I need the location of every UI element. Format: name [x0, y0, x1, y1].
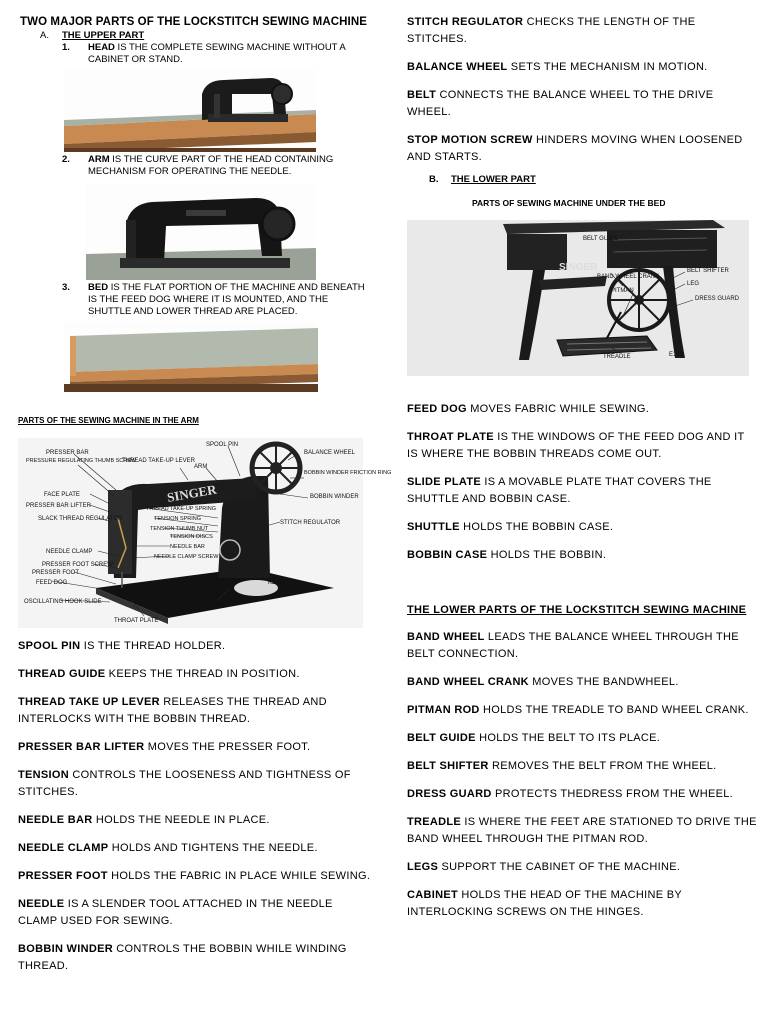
def-text: HOLDS THE FABRIC IN PLACE WHILE SEWING. [107, 870, 371, 882]
def-text: REMOVES THE BELT FROM THE WHEEL. [488, 760, 717, 772]
def-dress-guard [407, 786, 757, 803]
def-term: TREADLE [407, 816, 462, 828]
def-text: IS A SLENDER TOOL ATTACHED IN THE NEEDLE [64, 898, 333, 910]
lower-parts-heading: THE LOWER PARTS OF THE LOCKSTITCH SEWING MACHINE [407, 604, 747, 616]
def-term: BALANCE WHEEL [407, 61, 508, 73]
def-text: HINDERS MOVING WHEN LOOSENED [532, 134, 743, 146]
def-cabinet [407, 887, 757, 921]
def-text: BELT CONNECTION. [407, 648, 519, 660]
def-term: SPOOL PIN [18, 640, 81, 652]
def-text: HOLDS THE BELT TO ITS PLACE. [475, 732, 661, 744]
def-text: PROTECTS THEDRESS FROM THE WHEEL. [491, 788, 734, 800]
label-arm: ARM [194, 464, 208, 470]
label-face-plate: FACE PLATE [44, 492, 80, 498]
def-shuttle [407, 519, 757, 536]
def-term: SLIDE PLATE [407, 476, 481, 488]
label-needle-bar: NEEDLE BAR [170, 544, 205, 550]
section-b-heading: THE LOWER PART [451, 174, 536, 185]
label-slack-thread-regulator: SLACK THREAD REGULATOR [38, 516, 123, 522]
label-oscillating-hook-slide: OSCILLATING HOOK SLIDE [24, 599, 102, 605]
def-pitman-rod [407, 702, 757, 719]
def-term: CABINET [407, 889, 458, 901]
def-text: MOVES THE PRESSER FOOT. [144, 741, 311, 753]
label-belt-shifter: BELT SHIFTER [687, 268, 729, 274]
def-text: AND STARTS. [407, 151, 483, 163]
item-3-rest2: IS THE FEED DOG WHERE IT IS MOUNTED, AND THE [88, 294, 329, 305]
item-2-term: ARM [88, 154, 110, 165]
def-term: THROAT PLATE [407, 431, 494, 443]
def-text: HOLDS AND TIGHTENS THE NEEDLE. [108, 842, 318, 854]
section-a-heading: THE UPPER PART [62, 30, 145, 41]
def-text: INTERLOCKS WITH THE BOBBIN THREAD. [18, 713, 251, 725]
item-1-rest2: CABINET OR STAND. [88, 54, 183, 65]
label-stitch-regulator: STITCH REGULATOR [280, 520, 341, 526]
label-dress-guard: DRESS GUARD [695, 296, 740, 302]
def-term: SHUTTLE [407, 521, 460, 533]
page-title: TWO MAJOR PARTS OF THE LOCKSTITCH SEWING MACHINE [20, 16, 368, 28]
right-top-definitions [407, 14, 757, 177]
def-term: PRESSER BAR LIFTER [18, 741, 145, 753]
def-term: PITMAN ROD [407, 704, 480, 716]
def-text: HOLDS THE NEEDLE IN PLACE. [92, 814, 270, 826]
def-belt [407, 87, 757, 121]
def-text: CONTROLS THE BOBBIN WHILE WINDING [112, 943, 347, 955]
label-tension-spring: TENSION SPRING [154, 516, 202, 522]
def-presser-bar-lifter [18, 739, 378, 756]
label-pitman: PITMAN [611, 288, 634, 294]
def-text: INTERLOCKING SCREWS ON THE HINGES. [407, 906, 644, 918]
def-text: STITCHES. [18, 786, 79, 798]
arm-diagram-heading: PARTS OF THE SEWING MACHINE IN THE ARM [18, 416, 199, 425]
item-3-text [88, 282, 388, 318]
def-stop-motion-screw [407, 132, 757, 166]
def-text: SHUTTLE AND BOBBIN CASE. [407, 493, 571, 505]
label-needle-clamp: NEEDLE CLAMP [46, 549, 93, 555]
label-tension-thumb-nut: TENSION THUMB NUT [150, 526, 209, 532]
label-spool-pin: SPOOL PIN [206, 442, 239, 448]
item-1-text [88, 42, 388, 66]
arm-photo [86, 184, 316, 280]
def-text: CHECKS THE LENGTH OF THE STITCHES. [407, 16, 696, 45]
left-definitions [18, 638, 378, 986]
def-throat-plate [407, 429, 757, 463]
def-needle [18, 896, 378, 930]
def-text: LEADS THE BALANCE WHEEL THROUGH THE [484, 631, 739, 643]
def-text: WHEEL. [407, 106, 451, 118]
right-bottom-definitions [407, 629, 757, 932]
label-belt-guide: BELT GUIDE [583, 236, 619, 242]
label-balance-wheel: BALANCE WHEEL [304, 450, 356, 456]
label-throat-plate: THROAT PLATE [114, 618, 159, 624]
label-thread-take-up-spring: THREAD TAKE-UP SPRING [146, 506, 216, 512]
def-text: MOVES THE BANDWHEEL. [528, 676, 679, 688]
item-3-rest3: SHUTTLE AND LOWER THREAD ARE PLACED. [88, 306, 298, 317]
right-mid-definitions [407, 401, 757, 575]
label-band-wheel-crank: BAND WHEEL CRANK [597, 274, 660, 280]
def-term: FEED DOG [407, 403, 467, 415]
def-band-wheel-crank [407, 674, 757, 691]
def-text: HOLDS THE TREADLE TO BAND WHEEL CRANK. [479, 704, 749, 716]
item-3-rest1: IS THE FLAT PORTION OF THE MACHINE AND BENEATH [108, 282, 365, 293]
arm-diagram [18, 438, 392, 628]
label-bed-plate: BED PLATE [198, 602, 231, 608]
def-stitch-regulator [407, 14, 757, 48]
section-a-letter: A. [40, 30, 49, 41]
label-presser-bar-lifter: PRESSER BAR LIFTER [26, 503, 92, 509]
label-leg: LEG [687, 281, 700, 287]
item-1-term: HEAD [88, 42, 115, 53]
item-3-term: BED [88, 282, 109, 293]
label-pressure-regulating: PRESSURE REGULATING THUMB SCREW [26, 458, 137, 464]
label-k2871: K2871 [268, 580, 286, 586]
def-text: IS THE THREAD HOLDER. [80, 640, 226, 652]
def-treadle [407, 814, 757, 848]
def-term: BOBBIN WINDER [18, 943, 113, 955]
item-2-rest2: MECHANISM FOR OPERATING THE NEEDLE. [88, 166, 292, 177]
lower-diagram-caption: PARTS OF SEWING MACHINE UNDER THE BED [472, 198, 666, 208]
def-thread-take-up-lever [18, 694, 378, 728]
label-bobbin-winder-friction-ring: BOBBIN WINDER FRICTION RING [304, 470, 392, 476]
def-term: BELT GUIDE [407, 732, 476, 744]
singer-logo: SINGER [165, 481, 218, 505]
def-term: STITCH REGULATOR [407, 16, 524, 28]
label-presser-foot-screw: PRESSER FOOT SCREW [42, 562, 113, 568]
item-1-rest1: IS THE COMPLETE SEWING MACHINE WITHOUT A [114, 42, 346, 53]
item-1-number: 1. [62, 42, 70, 53]
label-e193: E193 [669, 352, 684, 358]
def-term: NEEDLE CLAMP [18, 842, 109, 854]
def-balance-wheel [407, 59, 757, 76]
def-term: THREAD GUIDE [18, 668, 106, 680]
def-term: LEGS [407, 861, 439, 873]
def-text: CONTROLS THE LOOSENESS AND TIGHTNESS OF [69, 769, 351, 781]
def-text: IS WHERE THE BOBBIN THREADS COME OUT. [407, 448, 662, 460]
def-text: CLAMP USED FOR SEWING. [18, 915, 173, 927]
def-text: HOLDS THE BOBBIN CASE. [459, 521, 614, 533]
def-term: BOBBIN CASE [407, 549, 488, 561]
def-term: NEEDLE [18, 898, 65, 910]
def-text: MOVES FABRIC WHILE SEWING. [466, 403, 650, 415]
def-band-wheel [407, 629, 757, 663]
def-legs [407, 859, 757, 876]
def-slide-plate [407, 474, 757, 508]
label-feed-dog: FEED DOG [36, 580, 68, 586]
lower-singer-logo: SINGER [559, 262, 598, 273]
def-term: BELT SHIFTER [407, 760, 489, 772]
label-needle-clamp-screw: NEEDLE CLAMP SCREW [154, 554, 219, 560]
def-needle-clamp [18, 840, 378, 857]
def-term: NEEDLE BAR [18, 814, 93, 826]
def-term: BAND WHEEL [407, 631, 485, 643]
def-text: HOLDS THE BOBBIN. [487, 549, 607, 561]
def-text: SUPPORT THE CABINET OF THE MACHINE. [438, 861, 681, 873]
def-needle-bar [18, 812, 378, 829]
label-treadle: TREADLE [603, 354, 631, 360]
def-bobbin-case [407, 547, 757, 564]
label-tension-discs: TENSION DISCS [170, 534, 213, 540]
def-term: PRESSER FOOT [18, 870, 108, 882]
def-term: DRESS GUARD [407, 788, 492, 800]
lower-diagram [407, 220, 749, 376]
def-term: STOP MOTION SCREW [407, 134, 533, 146]
def-text: IS A MOVABLE PLATE THAT COVERS THE [481, 476, 712, 488]
def-tension [18, 767, 378, 801]
label-thread-take-up-lever: THREAD TAKE-UP LEVER [122, 458, 196, 464]
def-spool-pin [18, 638, 378, 655]
label-bobbin-winder: BOBBIN WINDER [310, 494, 359, 500]
def-text: IS THE WINDOWS OF THE FEED DOG AND IT [493, 431, 745, 443]
def-term: TENSION [18, 769, 69, 781]
def-feed-dog [407, 401, 757, 418]
label-presser-bar: PRESSER BAR [46, 450, 89, 456]
def-text: SETS THE MECHANISM IN MOTION. [507, 61, 708, 73]
def-term: THREAD TAKE UP LEVER [18, 696, 160, 708]
def-text: HOLDS THE HEAD OF THE MACHINE BY [458, 889, 683, 901]
item-3-number: 3. [62, 282, 70, 293]
section-b-letter: B. [429, 174, 439, 185]
item-2-number: 2. [62, 154, 70, 165]
def-text: IS WHERE THE FEET ARE STATIONED TO DRIVE THE [461, 816, 757, 828]
def-belt-shifter [407, 758, 757, 775]
def-bobbin-winder [18, 941, 378, 975]
def-text: BAND WHEEL THROUGH THE PITMAN ROD. [407, 833, 649, 845]
def-text: CONNECTS THE BALANCE WHEEL TO THE DRIVE [436, 89, 714, 101]
label-presser-foot: PRESSER FOOT [32, 570, 80, 576]
def-text: THREAD. [18, 960, 69, 972]
def-term: BAND WHEEL CRANK [407, 676, 529, 688]
item-2-rest1: IS THE CURVE PART OF THE HEAD CONTAINING [109, 154, 334, 165]
def-presser-foot [18, 868, 378, 885]
def-belt-guide [407, 730, 757, 747]
def-term: BELT [407, 89, 437, 101]
def-text: KEEPS THE THREAD IN POSITION. [105, 668, 300, 680]
def-text: RELEASES THE THREAD AND [159, 696, 327, 708]
def-thread-guide [18, 666, 378, 683]
head-photo [64, 70, 316, 152]
bed-photo [64, 322, 318, 392]
item-2-text [88, 154, 388, 178]
